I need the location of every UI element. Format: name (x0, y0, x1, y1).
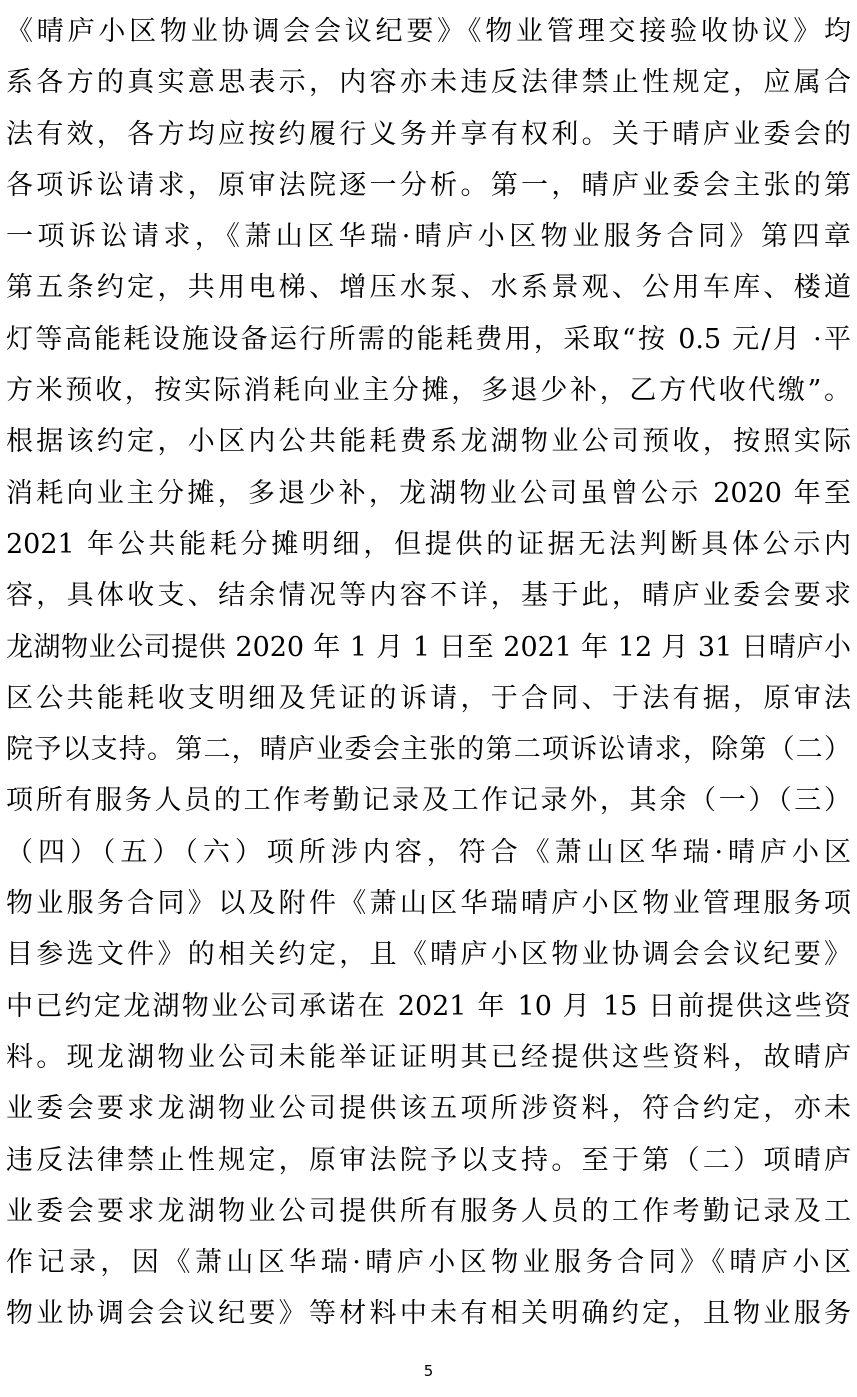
text-line: 法有效，各方均应按约履行义务并享有权利。关于晴庐业委会的 (6, 118, 851, 150)
text-line: 目参选文件》的相关约定，且《晴庐小区物业协调会会议纪要》 (6, 939, 851, 971)
text-line: 一项诉讼请求，《萧山区华瑞·晴庐小区物业服务合同》第四章 (6, 221, 851, 253)
text-line: 容，具体收支、结余情况等内容不详，基于此，晴庐业委会要求 (6, 580, 851, 612)
text-line: 各项诉讼请求，原审法院逐一分析。第一，晴庐业委会主张的第 (6, 169, 851, 201)
text-line: 院予以支持。第二，晴庐业委会主张的第二项诉讼请求，除第（二） (6, 734, 851, 766)
text-line: 物业协调会会议纪要》等材料中未有相关明确约定，且物业服务 (6, 1298, 851, 1330)
text-line: 消耗向业主分摊，多退少补，龙湖物业公司虽曾公示 2020 年至 (6, 477, 851, 509)
text-line: 业委会要求龙湖物业公司提供所有服务人员的工作考勤记录及工 (6, 1195, 851, 1227)
text-line: 违反法律禁止性规定，原审法院予以支持。至于第（二）项晴庐 (6, 1144, 851, 1176)
text-line: 方米预收，按实际消耗向业主分摊，多退少补，乙方代收代缴”。 (6, 375, 851, 407)
document-body (0, 6, 857, 1340)
text-line: 根据该约定，小区内公共能耗费系龙湖物业公司预收，按照实际 (6, 426, 851, 458)
text-line: （四）（五）（六）项所涉内容，符合《萧山区华瑞·晴庐小区 (6, 836, 851, 868)
text-line: 业委会要求龙湖物业公司提供该五项所涉资料，符合约定，亦未 (6, 1093, 851, 1125)
text-line: 料。现龙湖物业公司未能举证证明其已经提供这些资料，故晴庐 (6, 1041, 851, 1073)
text-line: 龙湖物业公司提供 2020 年 1 月 1 日至 2021 年 12 月 31 日晴庐小 (6, 631, 851, 663)
text-line: 项所有服务人员的工作考勤记录及工作记录外，其余（一）（三） (6, 785, 851, 817)
text-line: 《晴庐小区物业协调会会议纪要》《物业管理交接验收协议》均 (6, 16, 851, 47)
text-line: 物业服务合同》以及附件《萧山区华瑞晴庐小区物业管理服务项 (6, 888, 851, 920)
text-line: 系各方的真实意思表示，内容亦未违反法律禁止性规定，应属合 (6, 67, 851, 99)
text-line: 第五条约定，共用电梯、增压水泵、水系景观、公用车库、楼道 (6, 272, 851, 304)
text-line: 区公共能耗收支明细及凭证的诉请，于合同、于法有据，原审法 (6, 682, 851, 714)
text-line: 2021 年公共能耗分摊明细，但提供的证据无法判断具体公示内 (6, 528, 851, 560)
text-line: 作记录，因《萧山区华瑞·晴庐小区物业服务合同》《晴庐小区 (6, 1247, 851, 1279)
text-line: 灯等高能耗设施设备运行所需的能耗费用，采取“按 0.5 元/月 ·平 (6, 323, 851, 355)
text-line: 中已约定龙湖物业公司承诺在 2021 年 10 月 15 日前提供这些资 (6, 990, 851, 1022)
page-number: 5 (423, 1362, 434, 1380)
